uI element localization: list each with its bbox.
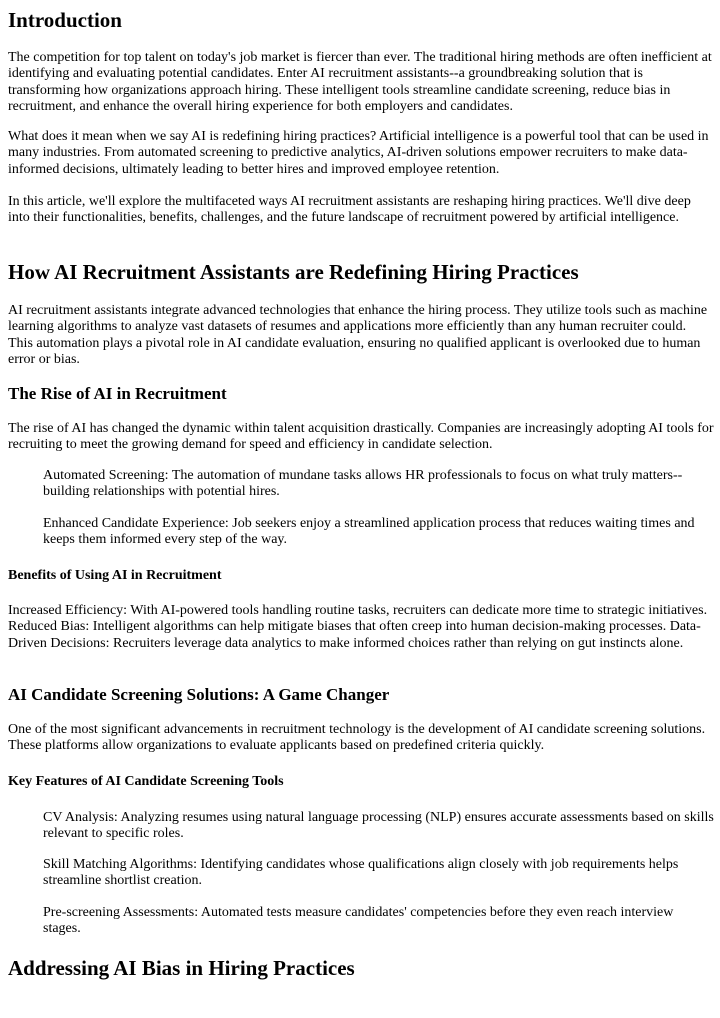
- feature-item-skill-matching: Skill Matching Algorithms: Identifying candidates whose qualifications align closely with job requirements helps streamline shortlist creation.: [43, 857, 679, 889]
- intro-paragraph-3: In this article, we'll explore the multifaceted ways AI recruitment assistants are reshaping hiring practices. We'll dive deep into their functionalities, benefits, challenges, and the future landscape of recruitment powered by artificial intelligence.: [8, 194, 691, 226]
- screening-paragraph-1: One of the most significant advancements in recruitment technology is the development of AI candidate screening solutions. These platforms allow organizations to evaluate applicants based on predefined criteria quickly.: [8, 722, 706, 754]
- feature-item-cv-analysis: CV Analysis: Analyzing resumes using natural language processing (NLP) ensures accurate assessments based on skills relevant to specific roles.: [43, 810, 714, 842]
- features-heading: Key Features of AI Candidate Screening Tools: [8, 774, 284, 789]
- how-paragraph-1: AI recruitment assistants integrate advanced technologies that enhance the hiring process. They utilize tools such as machine learning algorithms to analyze vast datasets of resumes and applications more efficiently than any human recruiter could. This automation plays a pivotal role in AI candidate evaluation, ensuring no qualified applicant is overlooked due to human error or bias.: [8, 303, 708, 367]
- screening-heading: AI Candidate Screening Solutions: A Game Changer: [8, 685, 390, 704]
- feature-item-pre-screening: Pre-screening Assessments: Automated tests measure candidates' competencies before they even reach interview stages.: [43, 905, 674, 937]
- rise-paragraph-1: The rise of AI has changed the dynamic within talent acquisition drastically. Companies are increasingly adopting AI tools for recruiting to meet the growing demand for speed and efficiency in candidate selection.: [8, 421, 714, 453]
- intro-paragraph-1: The competition for top talent on today's job market is fiercer than ever. The traditional hiring methods are often inefficient at identifying and evaluating potential candidates. Enter AI recruitment assistants--a groundbreaking solution that is transforming how organizations approach hiring. These intelligent tools streamline candidate screening, reduce bias in recruitment, and enhance the overall hiring experience for both employers and candidates.: [8, 50, 712, 114]
- intro-paragraph-2: What does it mean when we say AI is redefining hiring practices? Artificial intelligence is a powerful tool that can be used in many industries. From automated screening to predictive analytics, AI-driven solutions empower recruiters to make data-informed decisions, ultimately leading to better hires and improved employee retention.: [8, 129, 709, 177]
- benefits-heading: Benefits of Using AI in Recruitment: [8, 568, 222, 583]
- intro-heading: Introduction: [8, 8, 122, 32]
- rise-item-candidate-experience: Enhanced Candidate Experience: Job seekers enjoy a streamlined application process that reduces waiting times and keeps them informed every step of the way.: [43, 516, 695, 548]
- benefits-paragraph-1: Increased Efficiency: With AI-powered tools handling routine tasks, recruiters can dedicate more time to strategic initiatives. Reduced Bias: Intelligent algorithms can help mitigate biases that often creep into human decision-making processes. Data-Driven Decisions: Recruiters leverage data analytics to make informed choices rather than relying on gut instincts alone.: [8, 603, 708, 651]
- how-heading: How AI Recruitment Assistants are Redefining Hiring Practices: [8, 260, 579, 284]
- rise-item-automated-screening: Automated Screening: The automation of mundane tasks allows HR professionals to focus on what truly matters--building relationships with potential hires.: [43, 468, 683, 500]
- bias-heading: Addressing AI Bias in Hiring Practices: [8, 956, 355, 980]
- rise-heading: The Rise of AI in Recruitment: [8, 384, 227, 403]
